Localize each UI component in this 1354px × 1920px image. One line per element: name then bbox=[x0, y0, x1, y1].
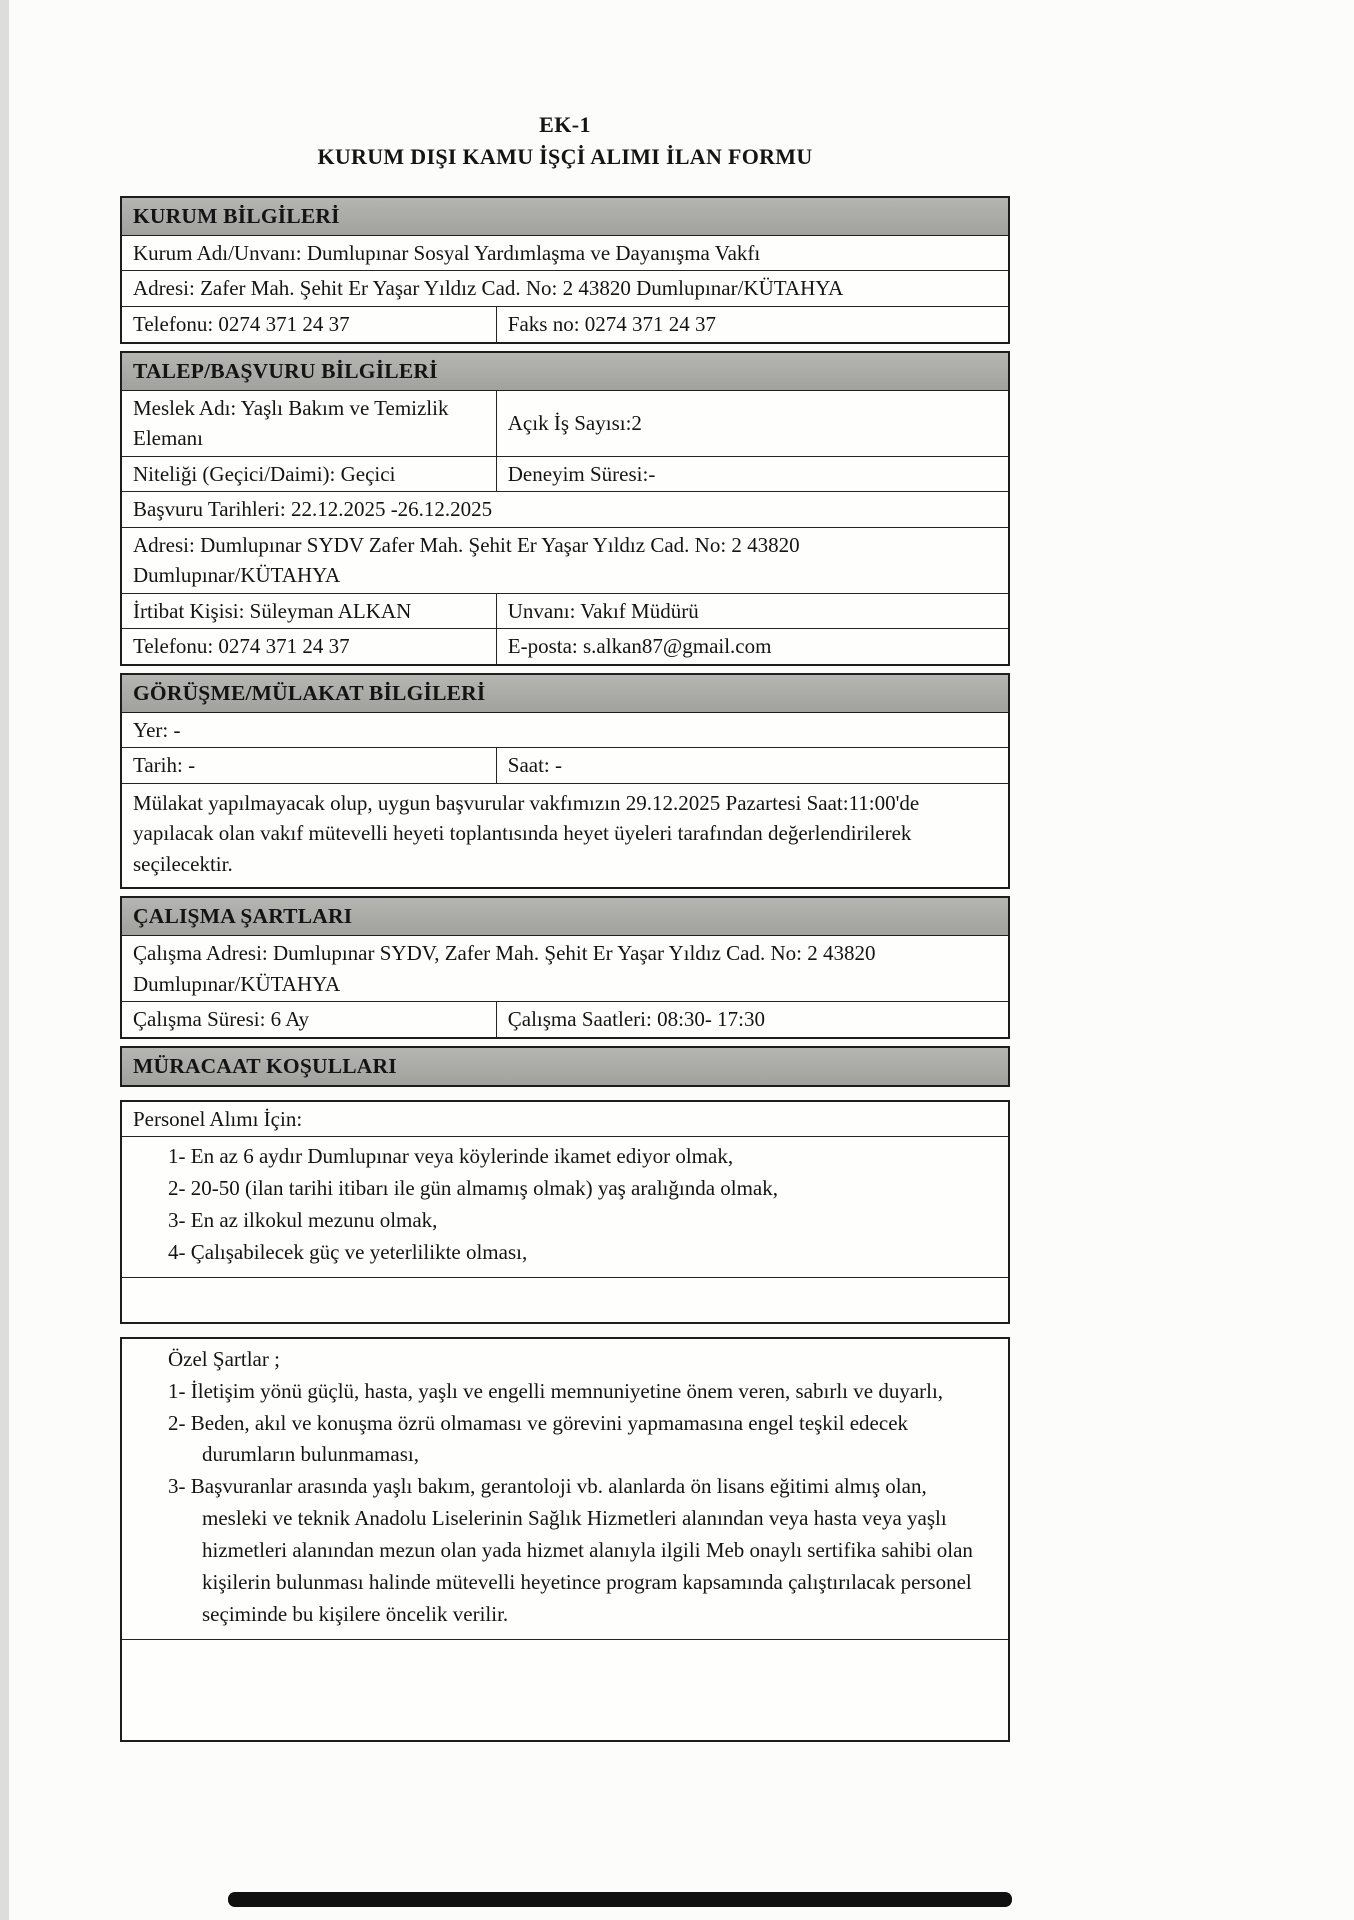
calisma-adresi-text: Çalışma Adresi: Dumlupınar SYDV, Zafer Mah. Şehit Er Yaşar Yıldız Cad. No: 2 43820 Dumlupınar/KÜTAHYA bbox=[133, 941, 876, 996]
row-meslek-adi bbox=[122, 391, 1008, 457]
saat-text: Saat: - bbox=[507, 753, 562, 778]
mulakat-aciklama-text: Mülakat yapılmayacak olup, uygun başvurular vakfımızın 29.12.2025 Pazartesi Saat:11:00'de yapılacak olan vakıf mütevelli heyeti toplantısında heyet üyeleri tarafından değerlendirilerek seçilecektir. bbox=[133, 790, 920, 876]
scan-left-edge bbox=[0, 0, 9, 1920]
irtibat-kisisi-text: İrtibat Kişisi: Süleyman ALKAN bbox=[122, 594, 497, 628]
section-header-talep-basvuru: TALEP/BAŞVURU BİLGİLERİ bbox=[122, 353, 1008, 391]
personel-basligi-text: Personel Alımı İçin: bbox=[133, 1107, 303, 1131]
section-gorusme-mulakat bbox=[120, 673, 1010, 889]
tarih-text: Tarih: - bbox=[122, 748, 497, 782]
talep-adresi-text: Adresi: Dumlupınar SYDV Zafer Mah. Şehit Er Yaşar Yıldız Cad. No: 2 43820 Dumlupınar/KÜTAHYA bbox=[133, 532, 800, 588]
unvani-text: Unvanı: Vakıf Müdürü bbox=[507, 598, 699, 623]
empty-row bbox=[122, 1278, 1008, 1322]
row-calisma-adresi bbox=[122, 936, 1008, 1002]
muracaat-ozel-sartlar-block bbox=[120, 1337, 1010, 1742]
row-kurum-adresi bbox=[122, 271, 1008, 306]
row-talep-adresi bbox=[122, 528, 1008, 594]
acik-is-sayisi-text: Açık İş Sayısı:2 bbox=[507, 411, 642, 436]
document-page bbox=[120, 112, 1010, 1742]
row-personel-basligi bbox=[122, 1102, 1008, 1137]
section-header-muracaat-kosullari: MÜRACAAT KOŞULLARI bbox=[122, 1048, 1008, 1085]
talep-telefon-text: Telefonu: 0274 371 24 37 bbox=[122, 629, 497, 664]
row-talep-telefon-eposta bbox=[122, 629, 1008, 664]
kurum-adresi-text: Adresi: Zafer Mah. Şehit Er Yaşar Yıldız Cad. No: 2 43820 Dumlupınar/KÜTAHYA bbox=[133, 276, 844, 301]
niteligi-text: Niteliği (Geçici/Daimi): Geçici bbox=[122, 457, 497, 491]
section-talep-basvuru bbox=[120, 351, 1010, 666]
deneyim-suresi-text: Deneyim Süresi:- bbox=[507, 461, 656, 486]
section-header-calisma-sartlari: ÇALIŞMA ŞARTLARI bbox=[122, 898, 1008, 936]
genel-sart-item: 1- En az 6 aydır Dumlupınar veya köylerinde ikamet ediyor olmak, bbox=[168, 1144, 734, 1169]
ozel-sart-item: 2- Beden, akıl ve konuşma özrü olmaması ve görevini yapmamasına engel teşkil edecek durumların bulunmaması, bbox=[168, 1410, 909, 1467]
kurum-faks-text: Faks no: 0274 371 24 37 bbox=[507, 312, 717, 337]
empty-row bbox=[122, 1640, 1008, 1740]
row-mulakat-aciklama bbox=[122, 784, 1008, 887]
genel-sartlar-list bbox=[122, 1137, 1008, 1278]
kurum-adi-text: Kurum Adı/Unvanı: Dumlupınar Sosyal Yardımlaşma ve Dayanışma Vakfı bbox=[133, 241, 761, 265]
section-kurum-bilgileri bbox=[120, 196, 1010, 344]
row-telefon-faks bbox=[122, 307, 1008, 342]
row-basvuru-tarihleri bbox=[122, 492, 1008, 527]
genel-sart-item: 3- En az ilkokul mezunu olmak, bbox=[168, 1208, 438, 1233]
annex-label: EK-1 bbox=[539, 112, 591, 137]
yer-text: Yer: - bbox=[133, 717, 181, 742]
ozel-sart-item: 3- Başvuranlar arasında yaşlı bakım, gerantoloji vb. alanlarda ön lisans eğitimi almış olan, mesleki ve teknik Anadolu Liselerinin Sağlık Hizmetleri alanından veya hasta veya yaşlı hizmetleri alanından mezun olan yada hizmet alanıyla ilgili Meb onaylı sertifika sahibi olan kişilerin bulunması halinde mütevelli heyetince program kapsamında çalıştırılacak personel seçiminde bu kişilere öncelik verilir. bbox=[168, 1474, 973, 1626]
eposta-text: E-posta: s.alkan87@gmail.com bbox=[507, 634, 772, 659]
muracaat-personel-block bbox=[120, 1100, 1010, 1324]
section-muracaat-kosullari-header bbox=[120, 1046, 1010, 1087]
scan-artifact-bar bbox=[228, 1892, 1012, 1907]
basvuru-tarihleri-text: Başvuru Tarihleri: 22.12.2025 -26.12.2025 bbox=[133, 497, 493, 522]
document-heading bbox=[120, 112, 1010, 170]
meslek-adi-text: Meslek Adı: Yaşlı Bakım ve Temizlik Elemanı bbox=[122, 391, 497, 456]
row-tarih-saat bbox=[122, 748, 1008, 783]
row-kurum-adi bbox=[122, 236, 1008, 271]
calisma-suresi-text: Çalışma Süresi: 6 Ay bbox=[122, 1002, 497, 1037]
ozel-sartlar-list bbox=[122, 1339, 1008, 1640]
genel-sart-item: 4- Çalışabilecek güç ve yeterlilikte olması, bbox=[168, 1240, 528, 1265]
row-calisma-suresi-saatleri bbox=[122, 1002, 1008, 1037]
page-title: KURUM DIŞI KAMU İŞÇİ ALIMI İLAN FORMU bbox=[317, 144, 813, 169]
section-calisma-sartlari bbox=[120, 896, 1010, 1039]
section-header-gorusme-mulakat: GÖRÜŞME/MÜLAKAT BİLGİLERİ bbox=[122, 675, 1008, 713]
genel-sart-item: 2- 20-50 (ilan tarihi itibarı ile gün almamış olmak) yaş aralığında olmak, bbox=[168, 1176, 779, 1201]
ozel-sart-item: 1- İletişim yönü güçlü, hasta, yaşlı ve engelli memnuniyetine önem veren, sabırlı ve duyarlı, bbox=[168, 1378, 944, 1403]
row-irtibat bbox=[122, 594, 1008, 629]
kurum-telefon-text: Telefonu: 0274 371 24 37 bbox=[122, 307, 497, 342]
calisma-saatleri-text: Çalışma Saatleri: 08:30- 17:30 bbox=[507, 1007, 765, 1032]
section-header-kurum-bilgileri: KURUM BİLGİLERİ bbox=[122, 198, 1008, 236]
row-niteligi bbox=[122, 457, 1008, 492]
row-yer bbox=[122, 713, 1008, 748]
ozel-sartlar-heading: Özel Şartlar ; bbox=[168, 1347, 280, 1372]
